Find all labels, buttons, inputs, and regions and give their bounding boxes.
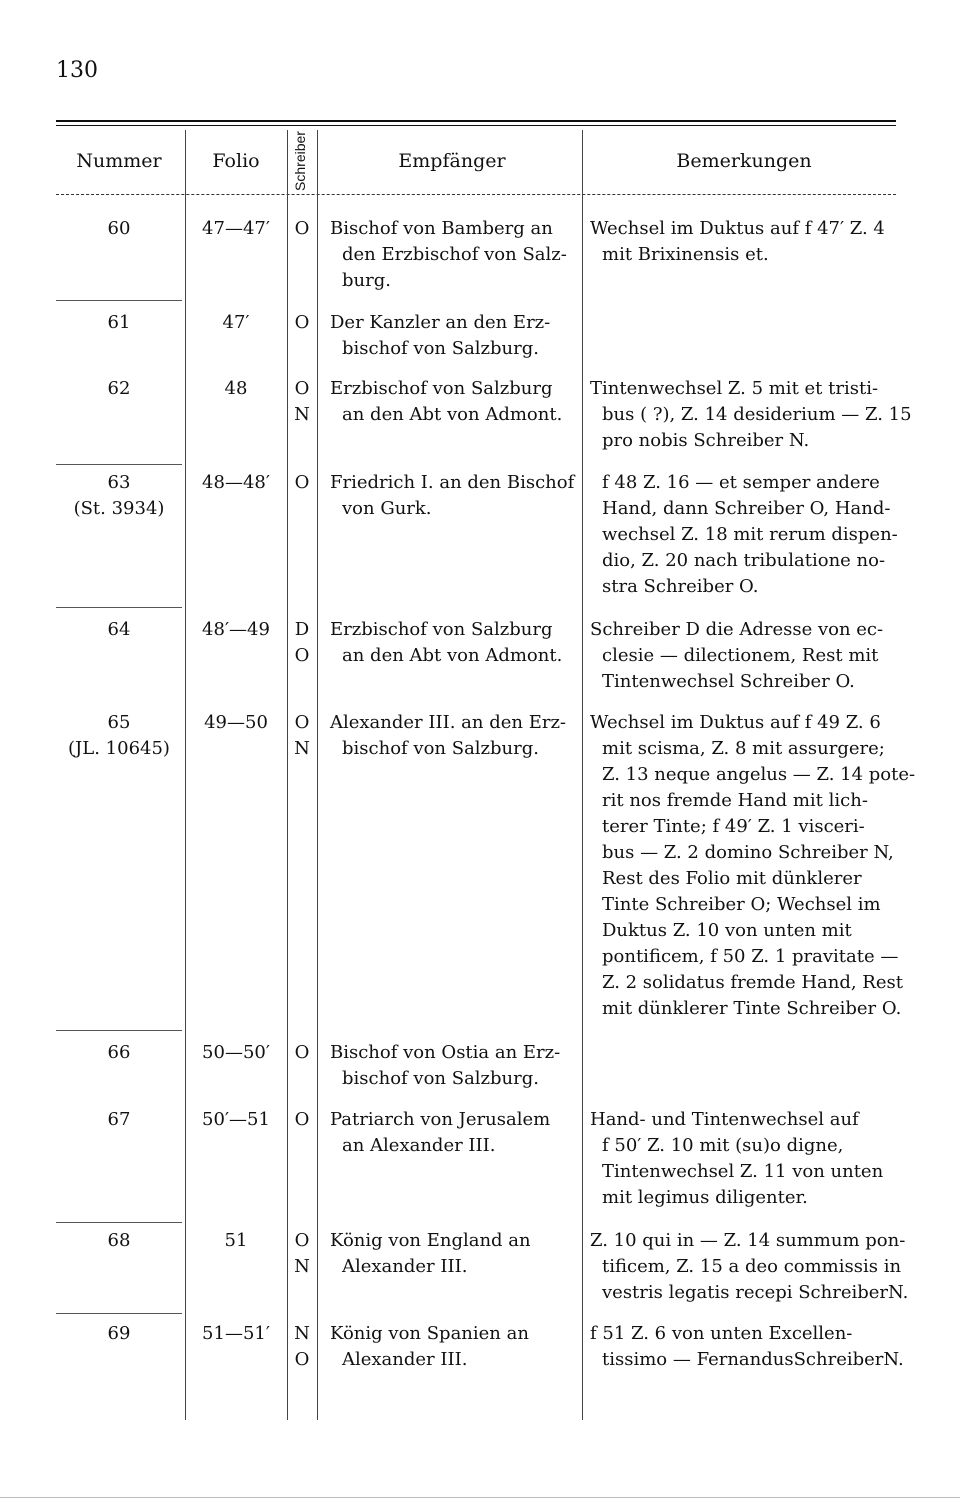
folio-cell: 51—51′ xyxy=(202,1323,270,1344)
empfaenger-cell: Erzbischof von Salzburg an den Abt von Admont. xyxy=(330,619,563,666)
row-separator xyxy=(56,607,182,608)
empfaenger-cell: Friedrich I. an den Bischof von Gurk. xyxy=(330,472,575,519)
schreiber-cell: O N xyxy=(294,378,310,425)
nummer-cell: 60 xyxy=(107,218,131,239)
bemerkungen-cell: Tintenwechsel Z. 5 mit et tristi- bus ( ?), Z. 14 desiderium — Z. 15 pro nobis Schreiber N. xyxy=(590,378,912,451)
bemerkungen-cell: Schreiber D die Adresse von ec- clesie — dilectionem, Rest mit Tintenwechsel Schreiber O. xyxy=(590,619,884,692)
schreiber-cell: D O xyxy=(294,619,310,666)
header-nummer: Nummer xyxy=(76,150,162,172)
folio-cell: 51 xyxy=(224,1230,248,1251)
bemerkungen-cell: f 51 Z. 6 von unten Excellen- tissimo — FernandusSchreiberN. xyxy=(590,1323,904,1370)
folio-cell: 48′—49 xyxy=(202,619,270,640)
page-number: 130 xyxy=(56,58,98,83)
empfaenger-cell: Patriarch von Jerusalem an Alexander III. xyxy=(330,1109,551,1156)
nummer-cell: 66 xyxy=(107,1042,131,1063)
schreiber-cell: O xyxy=(294,312,310,333)
row-separator xyxy=(56,1313,182,1314)
folio-cell: 47′ xyxy=(222,312,250,333)
top-rule xyxy=(56,120,896,122)
column-divider xyxy=(287,130,288,1420)
row-separator xyxy=(56,1030,182,1031)
header-empfaenger: Empfänger xyxy=(398,150,506,172)
bemerkungen-cell: Wechsel im Duktus auf f 49 Z. 6 mit scisma, Z. 8 mit assurgere; Z. 13 neque angelus — Z. 14 pote- rit nos fremde Hand mit lich- terer Tinte; f 49′ Z. 1 visceri- bus — Z. 2 domino Schreiber N, Rest des Folio mit dünklerer Tinte Schreiber O; Wechsel im Duktus Z. 10 von unten mit pontificem, f 50 Z. 1 pravitate — Z. 2 solidatus fremde Hand, Rest mit dünklerer Tinte Schreiber O. xyxy=(590,712,916,1019)
nummer-cell: 64 xyxy=(107,619,131,640)
folio-cell: 50′—51 xyxy=(202,1109,270,1130)
bemerkungen-cell: Wechsel im Duktus auf f 47′ Z. 4 mit Brixinensis et. xyxy=(590,218,885,265)
folio-cell: 48—48′ xyxy=(202,472,270,493)
bemerkungen-cell: Hand- und Tintenwechsel auf f 50′ Z. 10 mit (su)o digne, Tintenwechsel Z. 11 von unten mit legimus diligenter. xyxy=(590,1109,884,1208)
schreiber-cell: O xyxy=(294,218,310,239)
bemerkungen-cell: f 48 Z. 16 — et semper andere Hand, dann Schreiber O, Hand- wechsel Z. 18 mit rerum dispen- dio, Z. 20 nach tribulatione no- stra Schreiber O. xyxy=(602,472,898,597)
top-rule-thin xyxy=(56,125,896,126)
empfaenger-cell: Alexander III. an den Erz- bischof von Salzburg. xyxy=(330,712,567,759)
row-separator xyxy=(56,464,182,465)
nummer-cell: 63 (St. 3934) xyxy=(73,472,165,519)
empfaenger-cell: Der Kanzler an den Erz- bischof von Salzburg. xyxy=(330,312,551,359)
column-divider xyxy=(317,130,318,1420)
row-separator xyxy=(56,300,182,301)
column-divider xyxy=(582,130,583,1420)
schreiber-cell: O N xyxy=(294,712,310,759)
empfaenger-cell: Bischof von Ostia an Erz- bischof von Salzburg. xyxy=(330,1042,561,1089)
header-folio: Folio xyxy=(212,150,260,172)
nummer-cell: 68 xyxy=(107,1230,131,1251)
header-rule xyxy=(56,194,896,195)
table-header xyxy=(0,130,960,192)
nummer-cell: 61 xyxy=(107,312,131,333)
header-bemerkungen: Bemerkungen xyxy=(676,150,812,172)
empfaenger-cell: König von England an Alexander III. xyxy=(330,1230,531,1277)
header-schreiber: Schreiber xyxy=(292,131,309,191)
column-divider xyxy=(185,130,186,1420)
folio-cell: 50—50′ xyxy=(202,1042,270,1063)
empfaenger-cell: Bischof von Bamberg an den Erzbischof von Salz- burg. xyxy=(330,218,567,291)
bemerkungen-cell: Z. 10 qui in — Z. 14 summum pon- tificem, Z. 15 a deo commissis in vestris legatis recepi SchreiberN. xyxy=(590,1230,909,1303)
nummer-cell: 65 (JL. 10645) xyxy=(68,712,170,759)
folio-cell: 47—47′ xyxy=(202,218,270,239)
schreiber-cell: O xyxy=(294,1042,310,1063)
empfaenger-cell: König von Spanien an Alexander III. xyxy=(330,1323,529,1370)
bottom-rule xyxy=(0,1497,960,1498)
folio-cell: 49—50 xyxy=(204,712,268,733)
nummer-cell: 69 xyxy=(107,1323,131,1344)
folio-cell: 48 xyxy=(224,378,248,399)
row-separator xyxy=(56,1222,182,1223)
nummer-cell: 67 xyxy=(107,1109,131,1130)
schreiber-cell: N O xyxy=(294,1323,310,1370)
empfaenger-cell: Erzbischof von Salzburg an den Abt von Admont. xyxy=(330,378,563,425)
schreiber-cell: O xyxy=(294,1109,310,1130)
schreiber-cell: O xyxy=(294,472,310,493)
nummer-cell: 62 xyxy=(107,378,131,399)
schreiber-cell: O N xyxy=(294,1230,310,1277)
